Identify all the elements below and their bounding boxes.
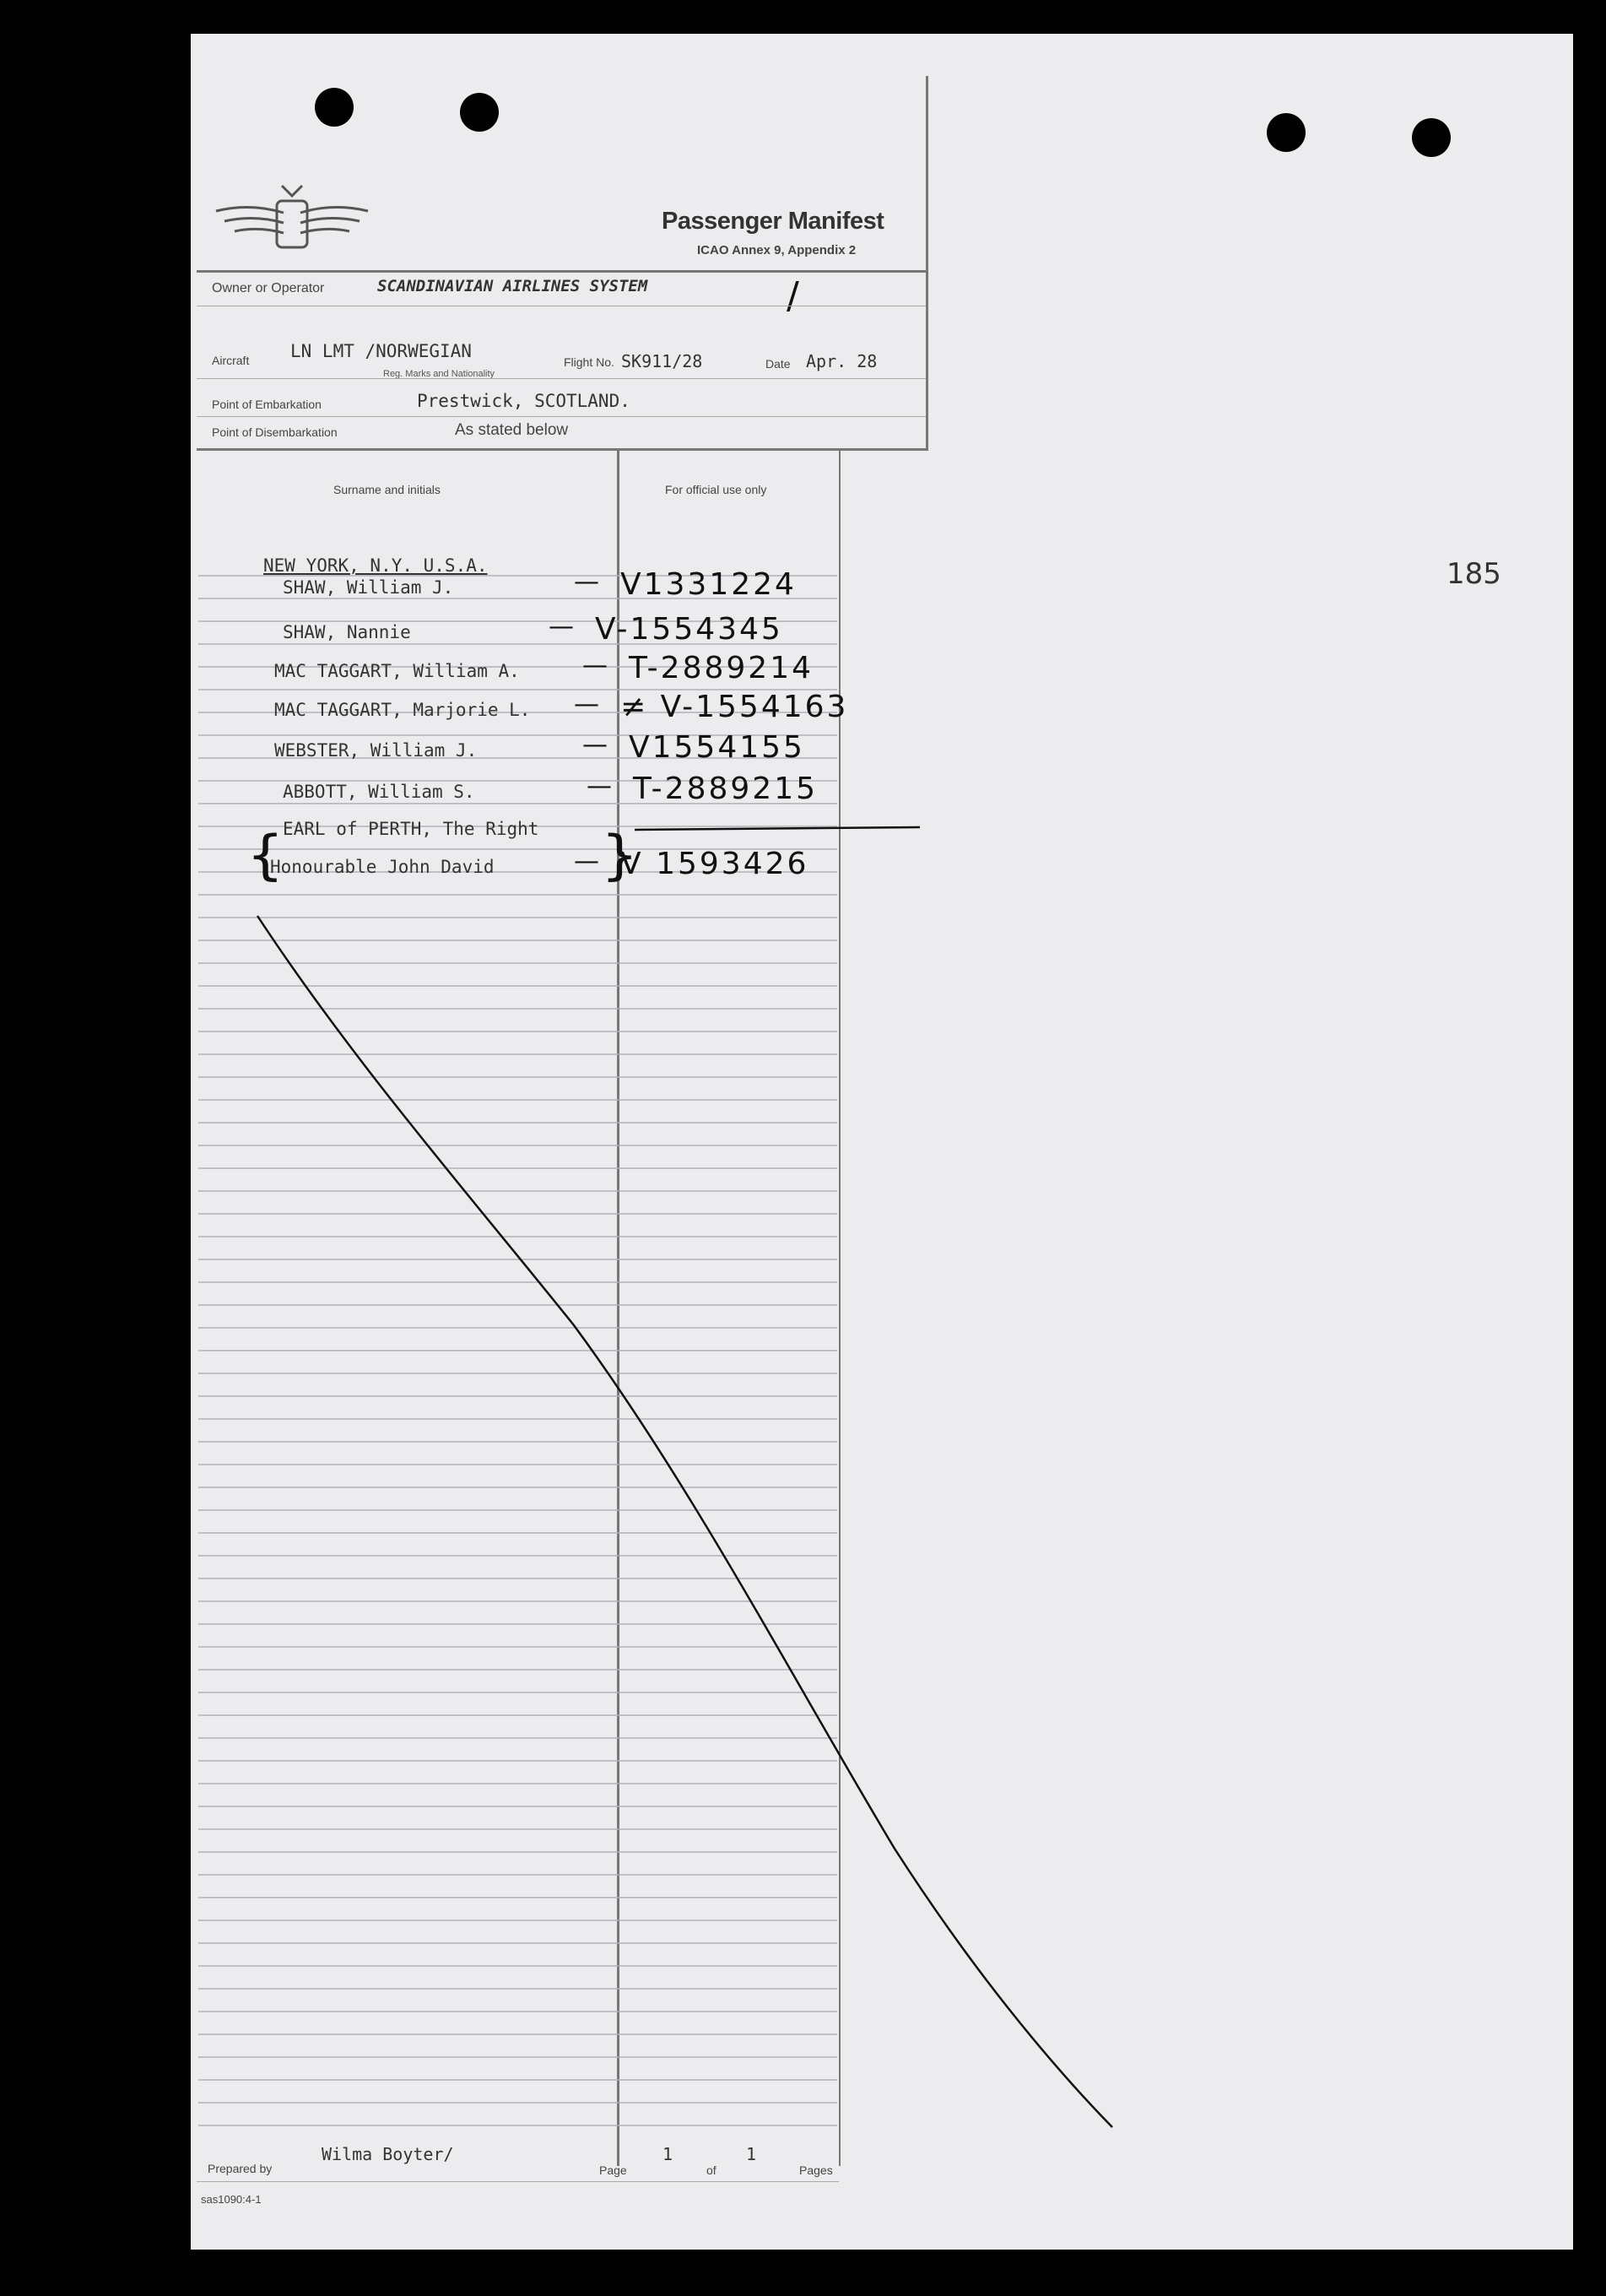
date-value: Apr. 28 [806,351,878,371]
aircraft-label: Aircraft [212,354,250,367]
entry-dash-icon: — [582,730,610,760]
form-subtitle: ICAO Annex 9, Appendix 2 [697,243,857,257]
page-label: Page [599,2163,627,2177]
passenger-name: ABBOTT, William S. [283,782,475,802]
passenger-name: MAC TAGGART, Marjorie L. [274,700,531,720]
entry-dash-icon: — [582,651,610,680]
entry-dash-icon: — [574,567,602,597]
stamp-number: 185 [1446,557,1501,591]
passenger-name: SHAW, Nannie [283,622,411,642]
aircraft-value: LN LMT /NORWEGIAN [290,341,472,361]
brace-right-icon: } [601,824,641,886]
date-label: Date [765,357,791,371]
col-name-header: Surname and initials [333,483,441,496]
flight-value: SK911/28 [621,351,703,371]
brace-left-icon: { [246,824,287,886]
owner-label: Owner or Operator [212,281,325,295]
prepared-value: Wilma Boyter/ [322,2144,454,2164]
passport-number: ≠ V-1554163 [620,690,849,724]
disembark-label: Point of Disembarkation [212,425,338,439]
passport-number: T-2889215 [633,772,819,806]
passport-number: V-1554345 [595,612,783,647]
passenger-name: MAC TAGGART, William A. [274,661,520,681]
passenger-name: WEBSTER, William J. [274,740,478,761]
of-label: of [706,2163,716,2177]
reg-note: Reg. Marks and Nationality [383,369,495,379]
owner-value: SCANDINAVIAN AIRLINES SYSTEM [377,277,648,295]
embark-value: Prestwick, SCOTLAND. [417,391,630,411]
passenger-name: EARL of PERTH, The Right [283,819,539,839]
embark-label: Point of Embarkation [212,398,322,411]
of-value: 1 [746,2144,757,2164]
passport-number: V1554155 [629,730,805,765]
form-code: sas1090:4-1 [201,2193,262,2206]
footer-rule [197,2181,839,2182]
page-value: 1 [662,2144,673,2164]
destination-line: NEW YORK, N.Y. U.S.A. [263,555,488,576]
col-official-header: For official use only [665,483,767,496]
passenger-name: Honourable John David [270,857,495,877]
flight-label: Flight No. [564,355,614,369]
passport-number: T-2889214 [629,651,814,685]
entry-dash-icon: — [587,772,614,801]
passenger-name: SHAW, William J. [283,577,454,598]
disembark-value: As stated below [455,421,569,439]
form-title: Passenger Manifest [662,208,884,235]
prepared-label: Prepared by [208,2162,273,2175]
entry-dash-icon: — [574,847,602,876]
passport-number: V 1593426 [620,847,809,881]
pages-label: Pages [799,2163,833,2177]
entry-dash-icon: — [574,690,602,719]
entry-dash-icon: — [549,612,576,642]
owner-mark: / [787,274,802,317]
passport-number: V1331224 [620,567,797,602]
